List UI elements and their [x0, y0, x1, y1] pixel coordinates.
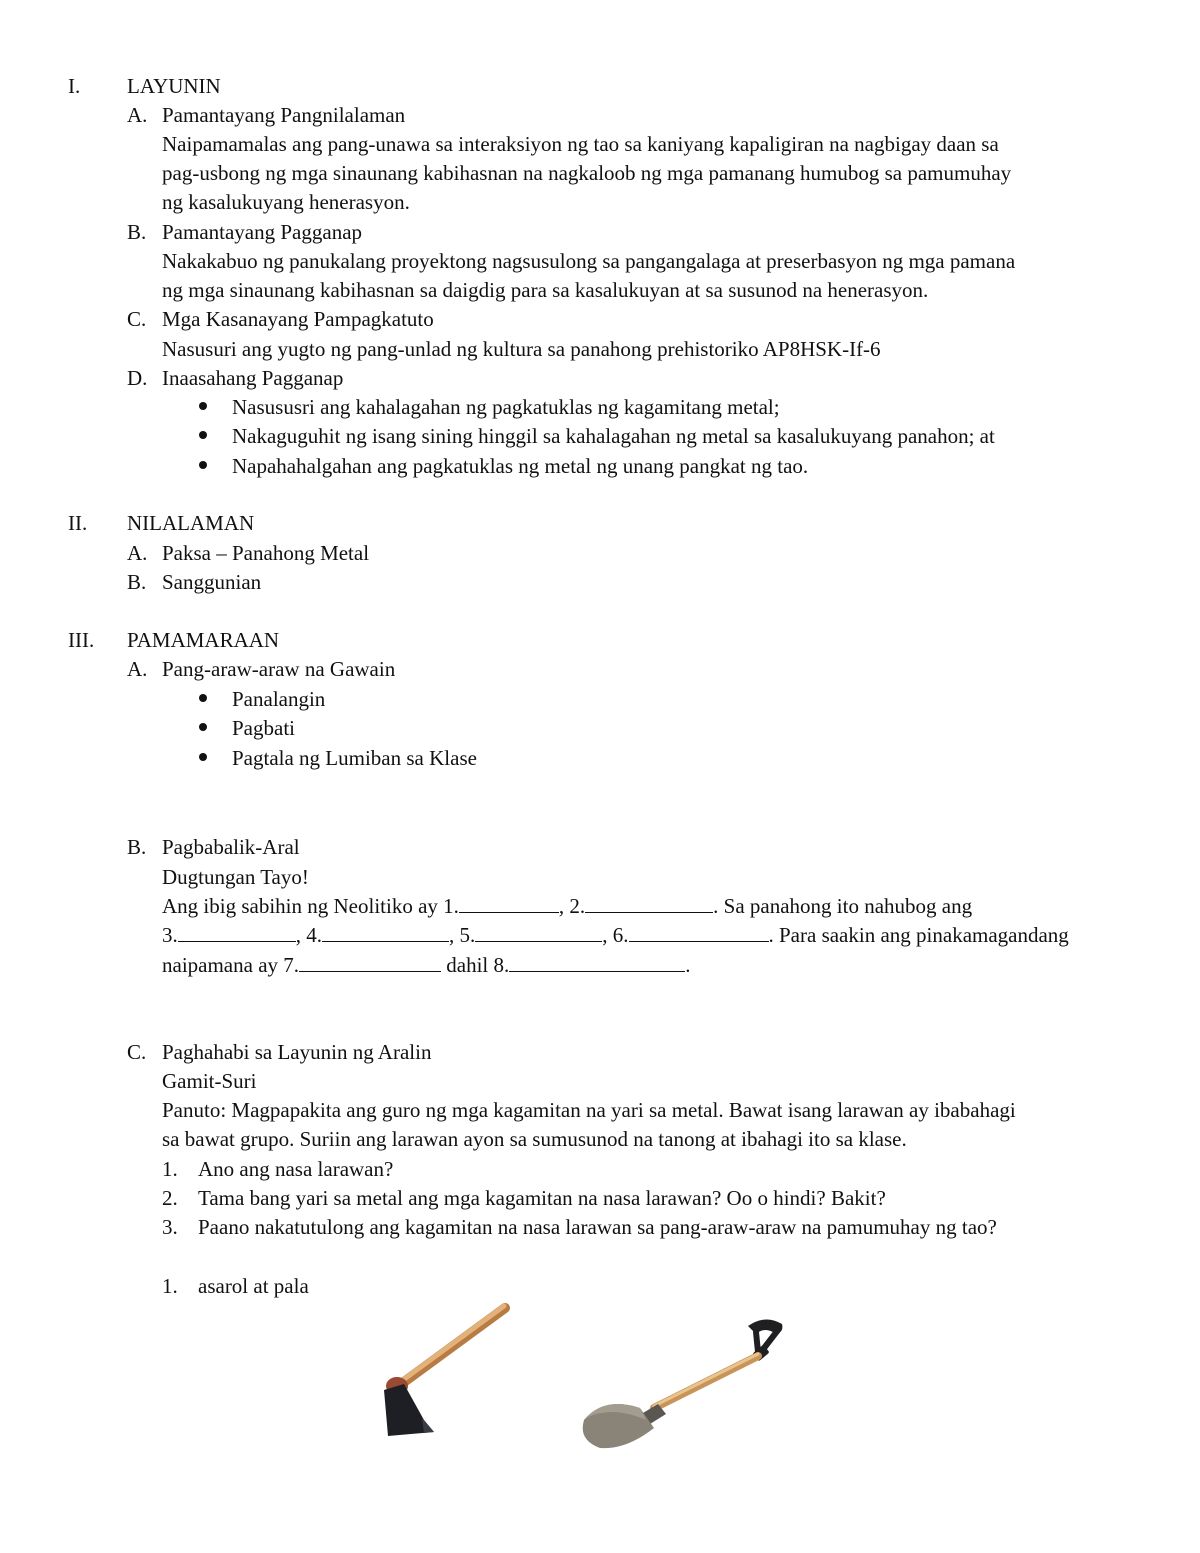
paragraph-line: sa bawat grupo. Suriin ang larawan ayon sa sumusunod na tanong at ibahagi ito sa klase. — [162, 1127, 907, 1151]
answer-blank[interactable] — [322, 924, 449, 942]
item-label: asarol at pala — [198, 1274, 309, 1298]
section-number: II. — [68, 511, 88, 535]
fill-in-line — [162, 953, 691, 977]
sub-letter: C. — [127, 1040, 147, 1064]
sub-heading: Pagbabalik-Aral — [162, 835, 300, 859]
paragraph-line: Naipamamalas ang pang-unawa sa interaksiyon ng tao sa kaniyang kapaligiran na nagbigay daan sa — [162, 132, 999, 156]
section-number: III. — [68, 628, 95, 652]
question-text: Ano ang nasa larawan? — [198, 1157, 394, 1181]
section-title: PAMAMARAAN — [127, 628, 280, 652]
answer-blank[interactable] — [299, 954, 441, 972]
paragraph-line: Panuto: Magpapakita ang guro ng mga kagamitan na yari sa metal. Bawat isang larawan ay ibabahagi — [162, 1098, 1016, 1122]
answer-blank[interactable] — [459, 895, 559, 913]
bullet-icon — [199, 723, 207, 731]
sub-letter: B. — [127, 570, 147, 594]
sub-letter: A. — [127, 657, 148, 681]
fill-text: , 2. — [558, 894, 586, 918]
bullet-icon — [199, 694, 207, 702]
answer-blank[interactable] — [585, 895, 713, 913]
list-item: Napahahalgahan ang pagkatuklas ng metal ng unang pangkat ng tao. — [232, 454, 809, 478]
sub-heading: Mga Kasanayang Pampagkatuto — [162, 307, 434, 331]
answer-blank[interactable] — [178, 924, 296, 942]
sub-heading: Pang-araw-araw na Gawain — [162, 657, 396, 681]
fill-in-line — [162, 923, 1069, 947]
fill-in-line — [162, 894, 972, 918]
sub-letter: A. — [127, 103, 148, 127]
bullet-icon — [199, 431, 207, 439]
fill-text: . Para saakin ang pinakamagandang — [768, 923, 1069, 947]
sub-letter: C. — [127, 307, 147, 331]
list-item: Nakaguguhit ng isang sining hinggil sa kahalagahan ng metal sa kasalukuyang panahon; at — [232, 424, 995, 448]
fill-text: , 4. — [295, 923, 322, 947]
fill-text: Ang ibig sabihin ng Neolitiko ay 1. — [162, 894, 459, 918]
sub-heading: Paksa – Panahong Metal — [162, 541, 370, 565]
section-number: I. — [68, 74, 81, 98]
bullet-icon — [199, 461, 207, 469]
list-item: Panalangin — [232, 687, 326, 711]
shovel-image — [570, 1308, 800, 1458]
sub-letter: B. — [127, 220, 147, 244]
fill-text: 3. — [162, 923, 178, 947]
sub-letter: D. — [127, 366, 148, 390]
sub-heading: Sanggunian — [162, 570, 262, 594]
fill-text: , 5. — [449, 923, 476, 947]
sub-heading: Paghahabi sa Layunin ng Aralin — [162, 1040, 432, 1064]
sub-letter: B. — [127, 835, 147, 859]
question-number: 3. — [162, 1215, 178, 1239]
question-number: 1. — [162, 1157, 178, 1181]
fill-text: , 6. — [602, 923, 629, 947]
list-item: Pagbati — [232, 716, 295, 740]
paragraph-line: Nasusuri ang yugto ng pang-unlad ng kultura sa panahong prehistoriko AP8HSK-If-6 — [162, 337, 881, 361]
item-number: 1. — [162, 1274, 178, 1298]
sub-letter: A. — [127, 541, 148, 565]
paragraph-line: ng kasalukuyang henerasyon. — [162, 190, 410, 214]
fill-text: dahil 8. — [441, 953, 510, 977]
bullet-icon — [199, 402, 207, 410]
fill-text: . Sa panahong ito nahubog ang — [713, 894, 973, 918]
question-text: Paano nakatutulong ang kagamitan na nasa larawan sa pang-araw-araw na pamumuhay ng tao? — [198, 1215, 997, 1239]
paragraph-line: pag-usbong ng mga sinaunang kabihasnan na nagkaloob ng mga pamanang humubog sa pamumuhay — [162, 161, 1012, 185]
activity-title: Gamit-Suri — [162, 1069, 257, 1093]
activity-title: Dugtungan Tayo! — [162, 865, 309, 889]
fill-text: naipamana ay 7. — [162, 953, 300, 977]
sub-heading: Pamantayang Pangnilalaman — [162, 103, 406, 127]
question-text: Tama bang yari sa metal ang mga kagamitan na nasa larawan? Oo o hindi? Bakit? — [198, 1186, 886, 1210]
sub-heading: Pamantayang Pagganap — [162, 220, 363, 244]
fill-text: . — [685, 953, 691, 977]
paragraph-line: ng mga sinaunang kabihasnan sa daigdig para sa kasalukuyan at sa susunod na henerasyon. — [162, 278, 929, 302]
question-number: 2. — [162, 1186, 178, 1210]
list-item: Pagtala ng Lumiban sa Klase — [232, 746, 477, 770]
answer-blank[interactable] — [509, 954, 685, 972]
section-title: NILALAMAN — [127, 511, 255, 535]
bullet-icon — [199, 753, 207, 761]
paragraph-line: Nakakabuo ng panukalang proyektong nagsusulong sa pangangalaga at preserbasyon ng mga pamana — [162, 249, 1016, 273]
answer-blank[interactable] — [475, 924, 602, 942]
list-item: Nasususri ang kahalagahan ng pagkatuklas ng kagamitang metal; — [232, 395, 780, 419]
answer-blank[interactable] — [629, 924, 769, 942]
sub-heading: Inaasahang Pagganap — [162, 366, 344, 390]
section-title: LAYUNIN — [127, 74, 221, 98]
hoe-image — [370, 1300, 520, 1445]
